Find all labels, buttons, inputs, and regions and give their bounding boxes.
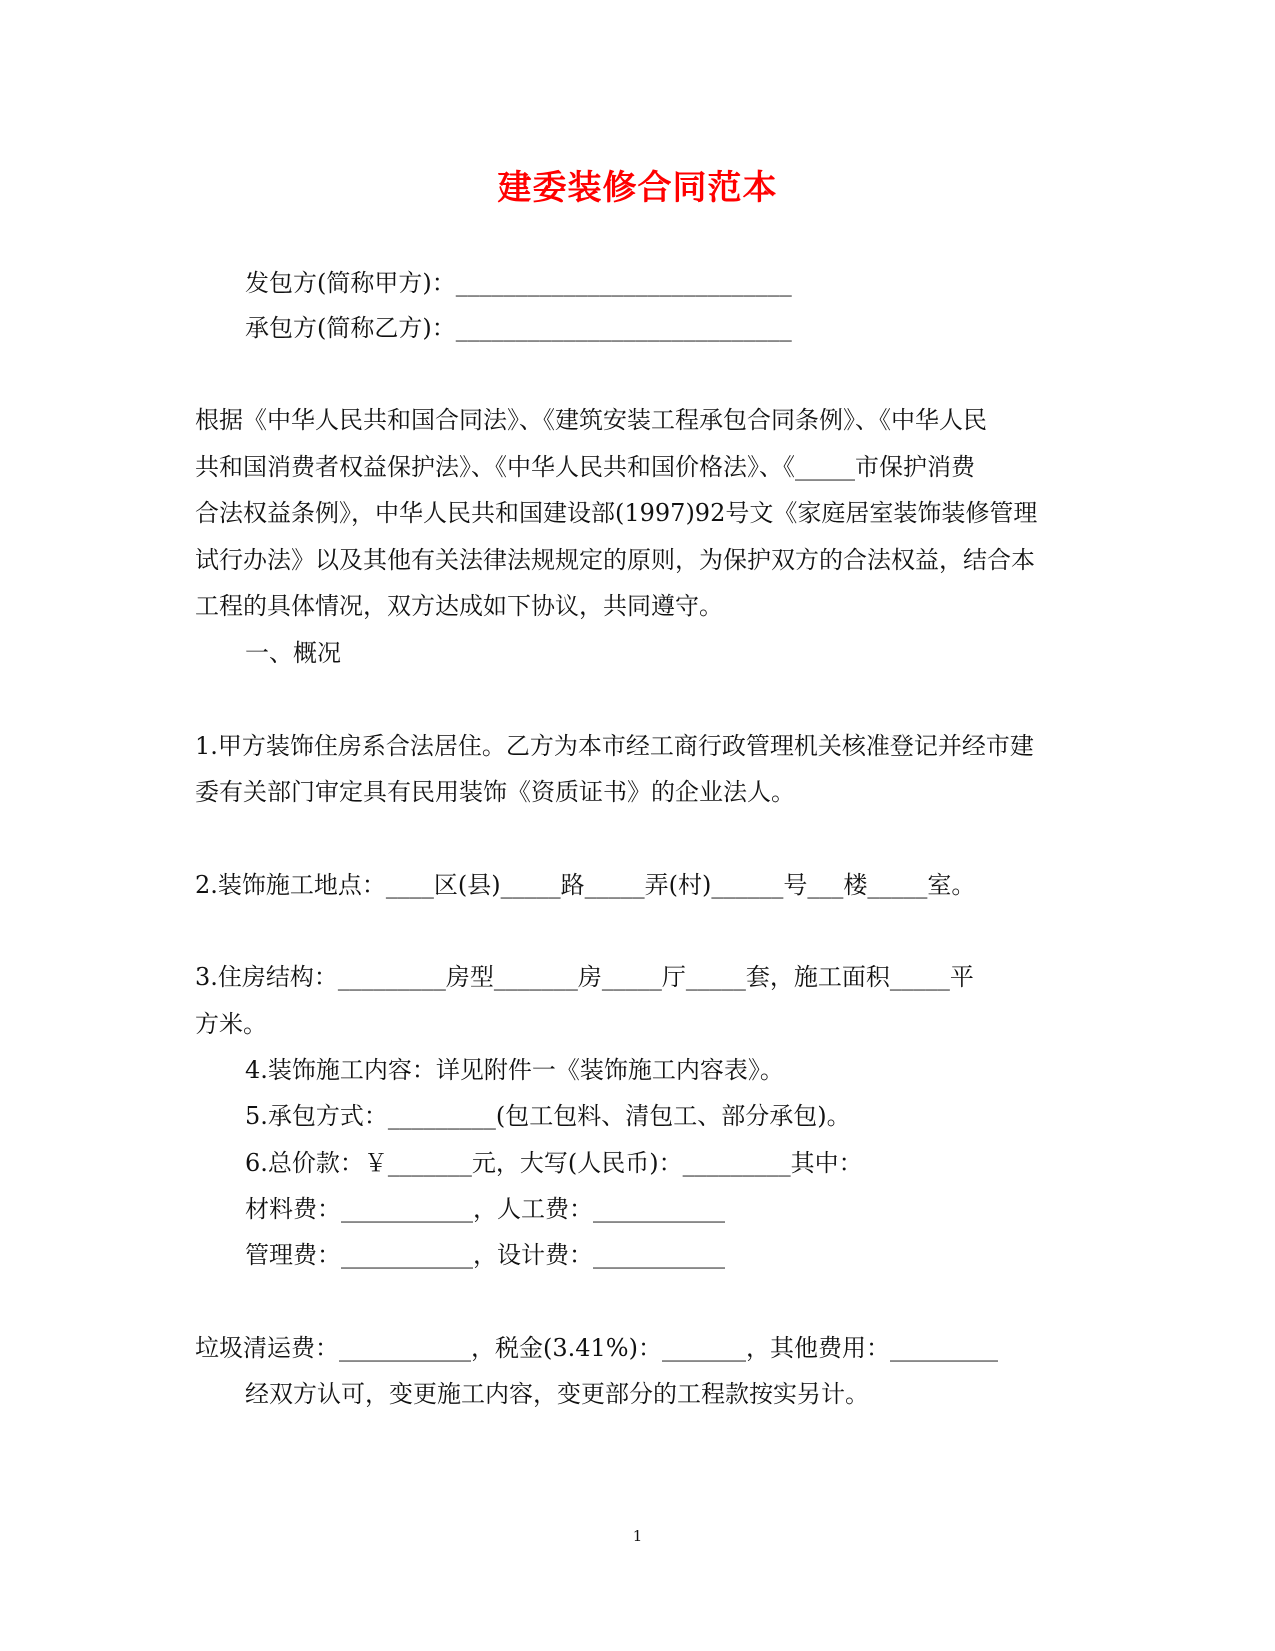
preamble-line: 试行办法》以及其他有关法律法规规定的原则，为保护双方的合法权益，结合本 [195, 546, 1035, 574]
item-3-line: 3.住房结构：_________房型_______房_____厅_____套，施工面积_____平 [195, 963, 974, 991]
fees-line-waste-tax-other: 垃圾清运费：___________，税金(3.41%)：_______，其他费用：_________ [195, 1334, 998, 1362]
item-6-total-price: 6.总价款：￥_______元，大写(人民币)：_________其中： [245, 1149, 863, 1177]
party-b-line: 承包方(简称乙方)：____________________________ [245, 314, 792, 342]
preamble-line: 合法权益条例》，中华人民共和国建设部(1997)92号文《家庭居室装饰装修管理 [195, 499, 1038, 527]
item-1-line: 委有关部门审定具有民用装饰《资质证书》的企业法人。 [195, 778, 795, 806]
page-number: 1 [632, 1527, 643, 1545]
party-a-line: 发包方(简称甲方)：____________________________ [245, 269, 792, 297]
document-title: 建委装修合同范本 [497, 168, 778, 208]
preamble-line: 共和国消费者权益保护法》、《中华人民共和国价格法》、《_____市保护消费 [195, 453, 975, 481]
item-4-content: 4.装饰施工内容：详见附件一《装饰施工内容表》。 [245, 1056, 784, 1084]
item-3-line: 方米。 [195, 1010, 267, 1038]
preamble-line: 根据《中华人民共和国合同法》、《建筑安装工程承包合同条例》、《中华人民 [195, 406, 987, 434]
item-2-address: 2.装饰施工地点：____区(县)_____路_____弄(村)______号___楼_____室。 [195, 871, 976, 899]
section-heading-overview: 一、概况 [245, 639, 341, 667]
item-1-line: 1.甲方装饰住房系合法居住。乙方为本市经工商行政管理机关核准登记并经市建 [195, 732, 1034, 760]
item-5-contract-mode: 5.承包方式：_________(包工包料、清包工、部分承包)。 [245, 1102, 851, 1130]
fees-line-management-design: 管理费：___________，设计费：___________ [245, 1241, 725, 1269]
change-note: 经双方认可，变更施工内容，变更部分的工程款按实另计。 [245, 1380, 869, 1408]
preamble-line: 工程的具体情况，双方达成如下协议，共同遵守。 [195, 592, 723, 620]
fees-line-material-labor: 材料费：___________，人工费：___________ [245, 1195, 725, 1223]
